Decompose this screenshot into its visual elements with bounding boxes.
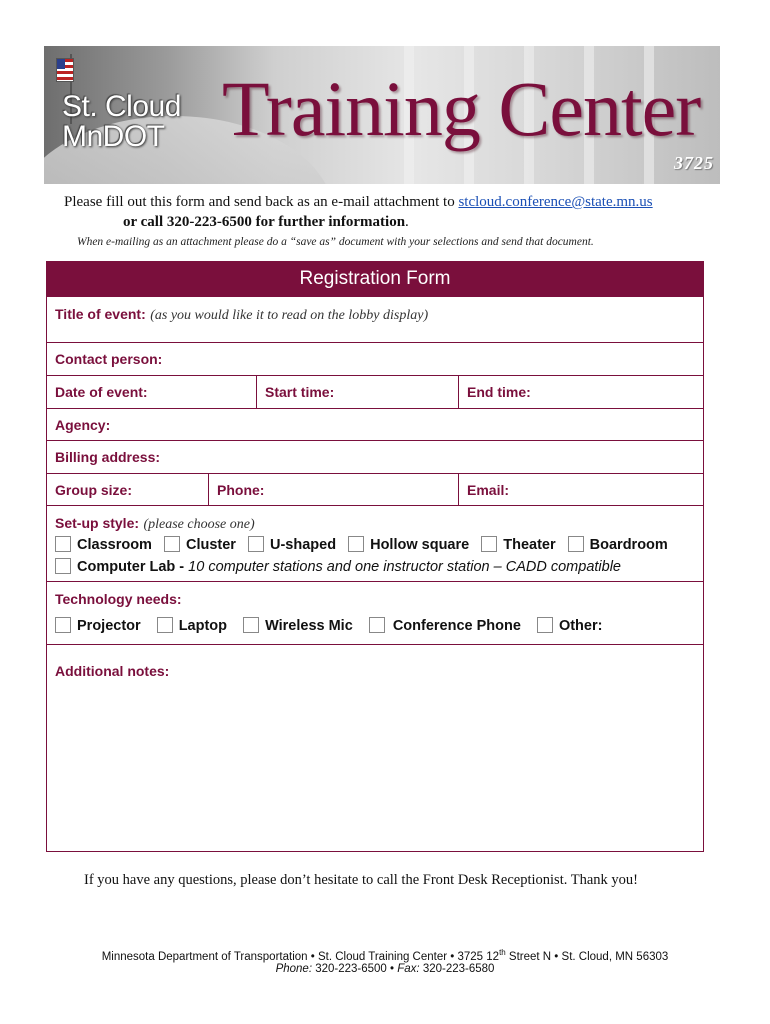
address-part-b: Street N • St. Cloud, MN 56303 xyxy=(505,950,669,963)
technology-label: Technology needs: xyxy=(55,591,182,607)
checkbox[interactable] xyxy=(248,536,264,552)
option-label: Laptop xyxy=(178,618,228,634)
setup-option-cluster[interactable] xyxy=(164,536,236,553)
date-row xyxy=(47,375,703,408)
computer-lab-description: 10 computer stations and one instructor station – CADD compatible xyxy=(188,559,621,575)
tech-option-other[interactable] xyxy=(537,617,603,634)
title-hint: (as you would like it to read on the lobby display) xyxy=(150,308,429,323)
date-field[interactable] xyxy=(47,376,256,408)
computer-lab-label: Computer Lab - xyxy=(77,559,189,575)
notes-field[interactable] xyxy=(47,645,703,851)
checkbox[interactable] xyxy=(369,617,385,633)
phone-field[interactable] xyxy=(208,474,458,505)
billing-label: Billing address: xyxy=(55,449,161,465)
setup-option-hollow-square[interactable] xyxy=(348,536,469,553)
phone-label: Phone: xyxy=(217,482,265,498)
banner-line2: MnDOT xyxy=(62,120,165,153)
agency-field[interactable] xyxy=(47,409,703,440)
option-label: U-shaped xyxy=(269,537,337,553)
option-label: Conference Phone xyxy=(392,618,521,634)
title-label: Title of event: xyxy=(55,306,146,322)
closing-message: If you have any questions, please don’t hesitate to call the Front Desk Receptionist. Thank you! xyxy=(84,872,638,888)
banner-logo-text xyxy=(62,92,181,152)
technology-options xyxy=(55,617,602,634)
footer-contact xyxy=(0,963,770,975)
title-row[interactable] xyxy=(47,296,703,343)
agency-label: Agency: xyxy=(55,417,111,433)
setup-options xyxy=(55,536,668,553)
option-label: Boardroom xyxy=(589,537,668,553)
footer-address xyxy=(0,948,770,963)
phone-number: 320-223-6500 • xyxy=(312,963,398,975)
checkbox[interactable] xyxy=(55,617,71,633)
setup-row xyxy=(47,505,703,581)
setup-hint: (please choose one) xyxy=(143,517,255,532)
banner-line1: St. Cloud xyxy=(62,90,181,123)
checkbox[interactable] xyxy=(243,617,259,633)
phone-label: Phone: xyxy=(275,963,313,975)
end-time-label: End time: xyxy=(467,384,531,400)
technology-row xyxy=(47,581,703,644)
email-label: Email: xyxy=(467,482,510,498)
billing-row[interactable] xyxy=(47,440,703,473)
flag-icon xyxy=(56,58,74,82)
setup-heading xyxy=(55,515,255,533)
date-label: Date of event: xyxy=(55,384,148,400)
option-label: Other: xyxy=(558,618,603,634)
registration-form xyxy=(46,261,704,852)
option-label: Hollow square xyxy=(370,537,470,553)
checkbox[interactable] xyxy=(164,536,180,552)
address-superscript: th xyxy=(499,948,506,957)
tech-option-laptop[interactable] xyxy=(157,617,227,634)
notes-label: Additional notes: xyxy=(55,663,170,679)
intro-line-1 xyxy=(64,194,653,211)
tech-option-conference-phone[interactable] xyxy=(369,617,521,634)
agency-row[interactable] xyxy=(47,408,703,440)
form-title: Registration Form xyxy=(47,262,703,296)
setup-option-classroom[interactable] xyxy=(55,536,152,553)
setup-option-boardroom[interactable] xyxy=(568,536,668,553)
checkbox[interactable] xyxy=(55,536,71,552)
setup-label: Set-up style: xyxy=(55,515,140,531)
group-size-field[interactable] xyxy=(47,474,208,505)
option-label: Projector xyxy=(77,618,141,634)
group-row xyxy=(47,473,703,505)
billing-field[interactable] xyxy=(47,441,703,473)
notes-row[interactable] xyxy=(47,644,703,851)
tech-option-projector[interactable] xyxy=(55,617,141,634)
checkbox[interactable] xyxy=(55,558,71,574)
end-time-field[interactable] xyxy=(458,376,703,408)
setup-option-u-shaped[interactable] xyxy=(248,536,336,553)
intro-line-2 xyxy=(123,214,409,231)
fax-number: 320-223-6580 xyxy=(419,963,495,975)
option-label: Theater xyxy=(503,537,556,553)
title-field[interactable] xyxy=(47,297,703,343)
option-label: Cluster xyxy=(185,537,236,553)
address-part-a: Minnesota Department of Transportation • St. Cloud Training Center • 3725 12 xyxy=(101,950,500,963)
fax-label: Fax: xyxy=(397,963,420,975)
contact-label: Contact person: xyxy=(55,351,163,367)
banner-number: 3725 xyxy=(674,153,714,173)
contact-field[interactable] xyxy=(47,343,703,375)
checkbox[interactable] xyxy=(157,617,173,633)
header-banner xyxy=(44,46,720,184)
tech-option-wireless-mic[interactable] xyxy=(243,617,353,634)
group-size-label: Group size: xyxy=(55,482,133,498)
setup-option-theater[interactable] xyxy=(481,536,555,553)
start-time-label: Start time: xyxy=(265,384,335,400)
option-label: Wireless Mic xyxy=(265,618,353,634)
email-field[interactable] xyxy=(458,474,703,505)
intro-phone-text: or call 320-223-6500 for further information xyxy=(123,214,406,230)
checkbox[interactable] xyxy=(348,536,364,552)
option-label: Classroom xyxy=(77,537,152,553)
intro-text: Please fill out this form and send back as an e-mail attachment to xyxy=(64,194,459,210)
start-time-field[interactable] xyxy=(256,376,458,408)
email-link[interactable]: stcloud.conference@state.mn.us xyxy=(458,194,653,210)
setup-option-computer-lab[interactable] xyxy=(55,558,621,575)
technology-heading xyxy=(55,591,182,609)
checkbox[interactable] xyxy=(537,617,553,633)
checkbox[interactable] xyxy=(481,536,497,552)
banner-title: Training Center xyxy=(222,65,701,152)
contact-row[interactable] xyxy=(47,342,703,375)
intro-note: When e-mailing as an attachment please do a “save as” document with your selections and send that document. xyxy=(77,236,594,248)
intro-period: . xyxy=(405,214,409,230)
checkbox[interactable] xyxy=(568,536,584,552)
